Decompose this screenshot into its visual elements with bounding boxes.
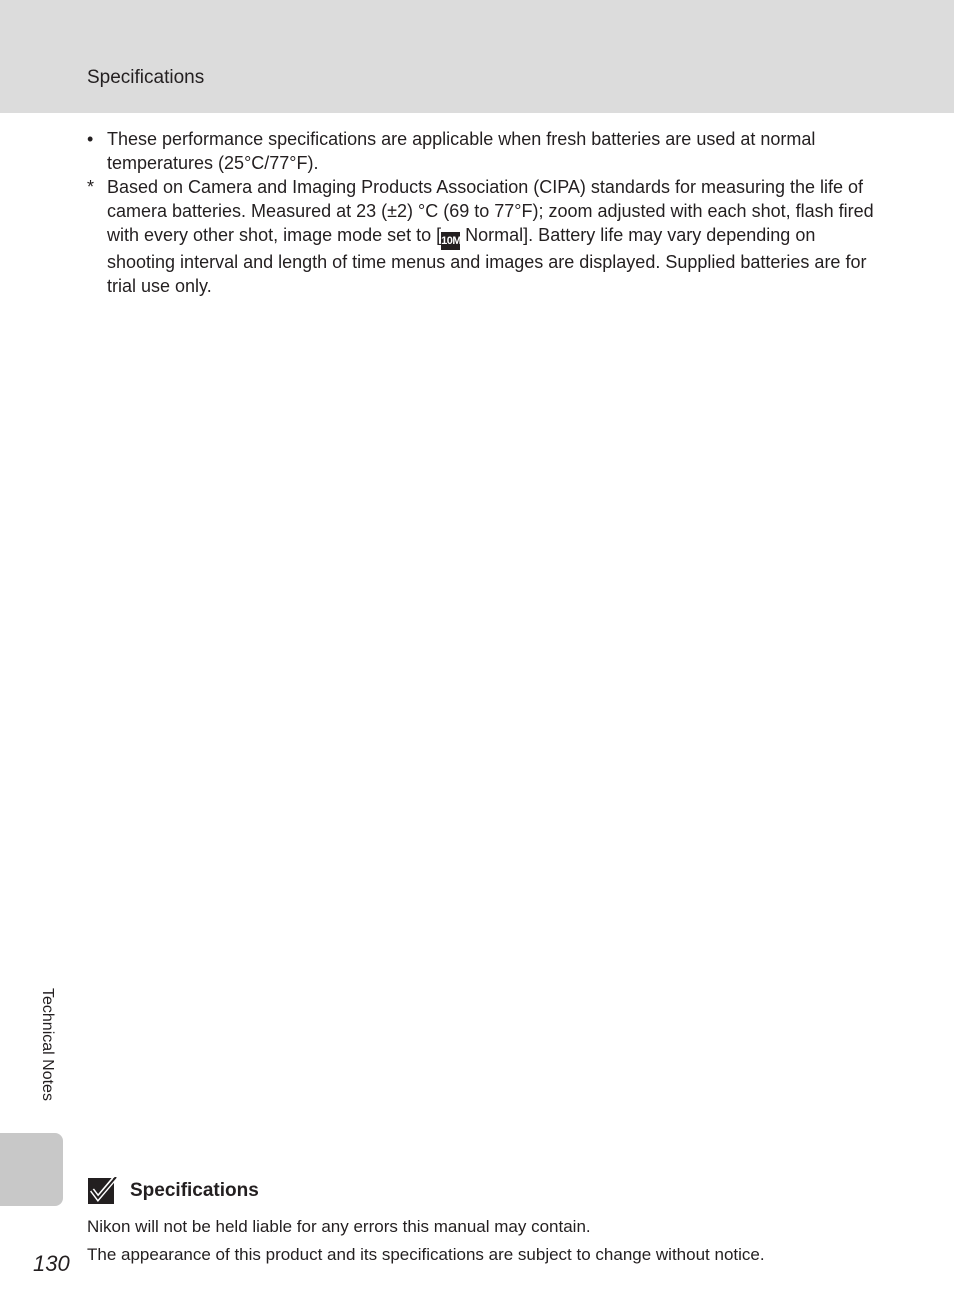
page-section-title: Specifications	[87, 67, 205, 88]
caution-title: Specifications	[130, 1180, 259, 1201]
spec-notes	[87, 127, 877, 298]
caution-box	[87, 1176, 907, 1264]
image-mode-10m-icon: 10M	[441, 232, 460, 250]
caution-header	[87, 1176, 907, 1206]
side-tab	[0, 1133, 63, 1206]
check-icon	[87, 1177, 117, 1205]
footnote-text-end: Normal]. Battery life may vary depending on shooting interval and length of time menus and images are displayed. Supplied batteries are for trial use only.	[107, 225, 867, 296]
footnote-mark: *	[87, 177, 95, 197]
footnote	[87, 175, 877, 298]
bullet-note-text: These performance specifications are applicable when fresh batteries are used at normal temperatures (25°C/77°F).	[107, 129, 816, 173]
caution-line-change-notice: The appearance of this product and its specifications are subject to change without notice.	[87, 1245, 765, 1264]
footnote-text-start: Based on Camera and Imaging Products Association (CIPA) standards for measuring the life of camera batteries. Measured at 23 (±2) °C (69 to 77°F); zoom adjusted with each shot, flash fired with every other shot, image mode set to [	[107, 177, 874, 245]
bullet-note	[87, 127, 877, 175]
bullet-mark: •	[87, 129, 94, 149]
header-band	[0, 0, 954, 113]
side-tab-label: Technical Notes	[39, 988, 56, 1101]
page-number: 130	[33, 1251, 70, 1276]
caution-line-liability: Nikon will not be held liable for any errors this manual may contain.	[87, 1217, 591, 1236]
